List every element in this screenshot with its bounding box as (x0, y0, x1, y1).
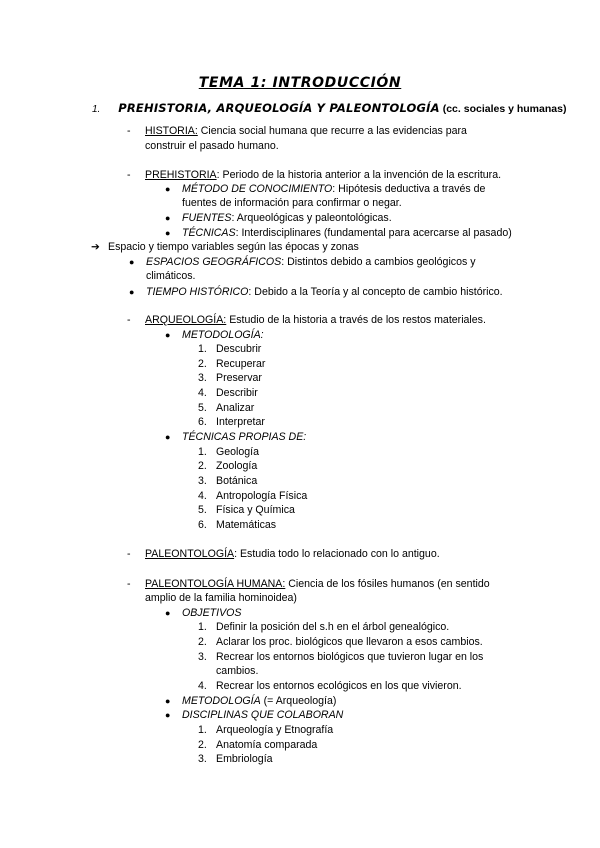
arqueologia-metodologia-label: METODOLOGÍA: (182, 329, 264, 341)
list-item: Recrear los entornos biológicos que tuvieron lugar en los (216, 651, 484, 663)
list-item: Zoología (216, 460, 258, 472)
item-text: : Hipótesis deductiva a través de (332, 183, 486, 195)
historia-line2: construir el pasado humano. (145, 140, 279, 152)
section-title: PREHISTORIA, ARQUEOLOGÍA Y PALEONTOLOGÍA (118, 101, 440, 115)
list-number: 4. (198, 387, 207, 399)
dash-marker: - (127, 169, 131, 181)
paleo-humana-term: PALEONTOLOGÍA HUMANA: (145, 578, 286, 590)
arqueologia-text: Estudio de la historia a través de los restos materiales. (226, 314, 486, 326)
section-heading (92, 101, 566, 118)
list-item: Definir la posición del s.h en el árbol genealógico. (216, 621, 450, 633)
item-text-cont: fuentes de información para confirmar o negar. (182, 197, 402, 209)
list-number: 2. (198, 636, 207, 648)
list-item: Geología (216, 446, 259, 458)
bullet-icon: ● (165, 710, 171, 720)
item-label: ESPACIOS GEOGRÁFICOS (146, 256, 282, 268)
page-title: TEMA 1: INTRODUCCIÓN (198, 75, 402, 91)
espacio-arrow-text: Espacio y tiempo variables según las épocas y zonas (108, 241, 359, 253)
list-number: 5. (198, 402, 207, 414)
prehistoria-item (182, 211, 392, 226)
objetivos-label: OBJETIVOS (182, 607, 242, 619)
paleo-humana-line1 (145, 577, 490, 592)
list-item: Embriología (216, 753, 273, 765)
item-text-cont: climáticos. (146, 270, 196, 282)
arqueologia-line (145, 313, 486, 328)
item-label: FUENTES (182, 212, 232, 224)
dash-marker: - (127, 578, 131, 590)
list-item: Antropología Física (216, 490, 308, 502)
arqueologia-tecnicas-label: TÉCNICAS PROPIAS DE: (182, 431, 307, 443)
prehistoria-item (182, 182, 485, 197)
item-text: : Debido a la Teoría y al concepto de cambio histórico. (248, 286, 503, 298)
list-number: 5. (198, 504, 207, 516)
paleo-metodologia-label: METODOLOGÍA (182, 695, 261, 707)
list-number: 3. (198, 753, 207, 765)
bullet-icon: ● (165, 330, 171, 340)
dash-marker: - (127, 548, 131, 560)
item-label: MÉTODO DE CONOCIMIENTO (182, 183, 333, 195)
list-item: Botánica (216, 475, 258, 487)
list-number: 2. (198, 460, 207, 472)
paleontologia-text: : Estudia todo lo relacionado con lo antiguo. (234, 548, 440, 560)
bullet-icon: ● (129, 287, 135, 297)
prehistoria-term: PREHISTORIA (145, 169, 217, 181)
list-item: Interpretar (216, 416, 265, 428)
list-number: 3. (198, 372, 207, 384)
list-number: 6. (198, 416, 207, 428)
list-item: Descubrir (216, 343, 262, 355)
list-number: 2. (198, 739, 207, 751)
list-item-cont: cambios. (216, 665, 259, 677)
list-number: 1. (198, 446, 207, 458)
historia-line1 (145, 124, 467, 139)
prehistoria-line (145, 168, 501, 183)
disciplinas-label: DISCIPLINAS QUE COLABORAN (182, 709, 344, 721)
list-item: Describir (216, 387, 258, 399)
espacio-item (146, 285, 503, 300)
list-number: 1. (198, 724, 207, 736)
arrow-right-icon: ➔ (91, 241, 100, 253)
list-item: Preservar (216, 372, 262, 384)
bullet-icon: ● (165, 608, 171, 618)
section-note: (cc. sociales y humanas) (442, 103, 567, 115)
prehistoria-item (182, 226, 512, 241)
bullet-icon: ● (165, 432, 171, 442)
historia-text: Ciencia social humana que recurre a las evidencias para (197, 125, 467, 137)
item-text: : Interdisciplinares (fundamental para acercarse al pasado) (235, 227, 512, 239)
arqueologia-term: ARQUEOLOGÍA: (145, 314, 227, 326)
paleo-humana-text: Ciencia de los fósiles humanos (en sentido (285, 578, 490, 590)
historia-term: HISTORIA: (145, 125, 198, 137)
list-item: Recuperar (216, 358, 266, 370)
list-number: 6. (198, 519, 207, 531)
item-text: : Arqueológicas y paleontológicas. (231, 212, 392, 224)
bullet-icon: ● (129, 257, 135, 267)
list-item: Arqueología y Etnografía (216, 724, 334, 736)
dash-marker: - (127, 314, 131, 326)
list-item: Analizar (216, 402, 255, 414)
paleo-metodologia (182, 694, 336, 709)
paleontologia-line (145, 547, 440, 562)
bullet-icon: ● (165, 696, 171, 706)
item-label: TIEMPO HISTÓRICO (146, 286, 249, 298)
bullet-icon: ● (165, 213, 171, 223)
list-number: 4. (198, 680, 207, 692)
list-number: 3. (198, 475, 207, 487)
espacio-item (146, 255, 476, 270)
item-text: : Distintos debido a cambios geológicos y (281, 256, 476, 268)
list-item: Física y Química (216, 504, 295, 516)
list-number: 1. (198, 343, 207, 355)
list-number: 3. (198, 651, 207, 663)
paleontologia-term: PALEONTOLOGÍA (145, 548, 235, 560)
bullet-icon: ● (165, 228, 171, 238)
list-number: 1. (198, 621, 207, 633)
paleo-humana-line2: amplio de la familia hominoidea) (145, 592, 297, 604)
list-number: 2. (198, 358, 207, 370)
list-item: Matemáticas (216, 519, 277, 531)
list-number: 4. (198, 490, 207, 502)
list-item: Aclarar los proc. biológicos que llevaron a esos cambios. (216, 636, 483, 648)
section-number: 1. (92, 104, 101, 115)
dash-marker: - (127, 125, 131, 137)
list-item: Anatomía comparada (216, 739, 318, 751)
paleo-metodologia-text: (= Arqueología) (260, 695, 337, 707)
bullet-icon: ● (165, 184, 171, 194)
item-label: TÉCNICAS (182, 227, 236, 239)
list-item: Recrear los entornos ecológicos en los que vivieron. (216, 680, 462, 692)
prehistoria-text: : Periodo de la historia anterior a la invención de la escritura. (216, 169, 502, 181)
